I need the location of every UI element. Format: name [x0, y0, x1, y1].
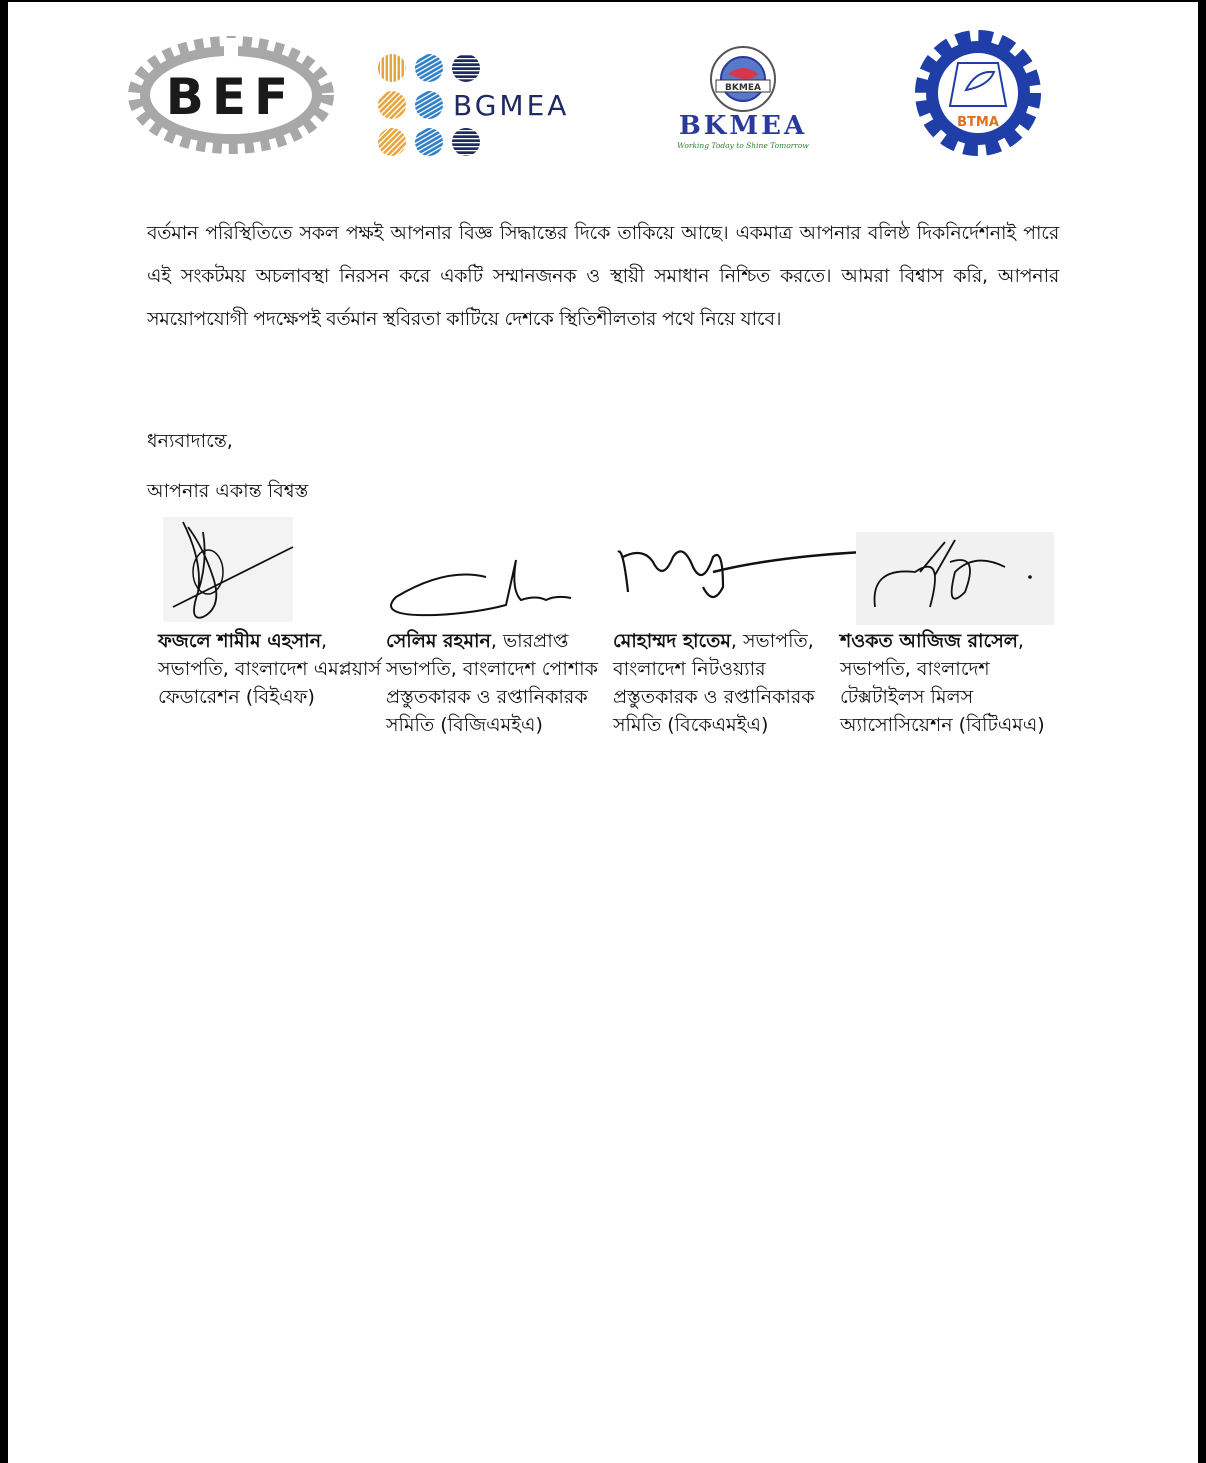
bef-logo	[126, 30, 336, 160]
bkmea-label: BKMEA	[678, 111, 808, 141]
signature-image	[386, 517, 616, 625]
signatory-designation: , সভাপতি, বাংলাদেশ টেক্সটাইলস মিলস অ্যাসোসিয়েশন (বিটিএমএ)	[840, 630, 1045, 736]
signatory-name: সেলিম রহমান	[386, 630, 491, 652]
signatory-block	[158, 517, 388, 711]
globe-emblem-icon	[711, 47, 775, 111]
bgmea-logo	[376, 50, 606, 160]
signatory-name: মোহাম্মদ হাতেম	[613, 630, 731, 652]
signature-image	[840, 517, 1070, 625]
btma-label: BTMA	[957, 115, 999, 130]
bkmea-logo	[648, 44, 838, 156]
signatory-block	[840, 517, 1070, 739]
signature-image	[158, 517, 388, 625]
signatory-designation: , ভারপ্রাপ্ত সভাপতি, বাংলাদেশ পোশাক প্রস্তুতকারক ও রপ্তানিকারক সমিতি (বিজিএমইএ)	[386, 630, 598, 736]
signatory-designation: , সভাপতি, বাংলাদেশ নিটওয়্যার প্রস্তুতকারক ও রপ্তানিকারক সমিতি (বিকেএমইএ)	[613, 630, 815, 736]
signatory-designation: , সভাপতি, বাংলাদেশ এমপ্লয়ার্স ফেডারেশন (বিইএফ)	[158, 630, 381, 708]
letter-paragraph: বর্তমান পরিস্থিতিতে সকল পক্ষই আপনার বিজ্ঞ সিদ্ধান্তের দিকে তাকিয়ে আছে। একমাত্র আপনার বলিষ্ঠ দিকনির্দেশনাই পারে এই সংকটময় অচলাবস্থা নিরসন করে একটি সম্মানজনক ও স্থায়ী সমাধান নিশ্চিত করতে। আমরা বিশ্বাস করি, আপনার সময়োপযোগী পদক্ষেপই বর্তমান স্থবিরতা কাটিয়ে দেশকে স্থিতিশীলতার পথে নিয়ে যাবে।	[147, 222, 1059, 330]
bef-label: BEF	[165, 68, 297, 126]
signatory-name: ফজলে শামীম এহসান	[158, 630, 322, 652]
closing-thanks: ধন্যবাদান্তে,	[147, 430, 233, 452]
loom-icon	[950, 63, 1006, 106]
bgmea-label: BGMEA	[453, 89, 570, 122]
closing-yours: আপনার একান্ত বিশ্বস্ত	[147, 480, 309, 502]
btma-logo	[898, 28, 1058, 158]
signatory-block	[386, 517, 616, 739]
letter-page	[8, 2, 1198, 1463]
signature-image	[613, 517, 843, 625]
bkmea-tagline: Working Today to Shine Tomorrow	[677, 141, 809, 150]
signatory-block	[613, 517, 843, 739]
signatory-name: শওকত আজিজ রাসেল	[840, 630, 1018, 652]
bkmea-ribbon-text: BKMEA	[725, 83, 761, 93]
